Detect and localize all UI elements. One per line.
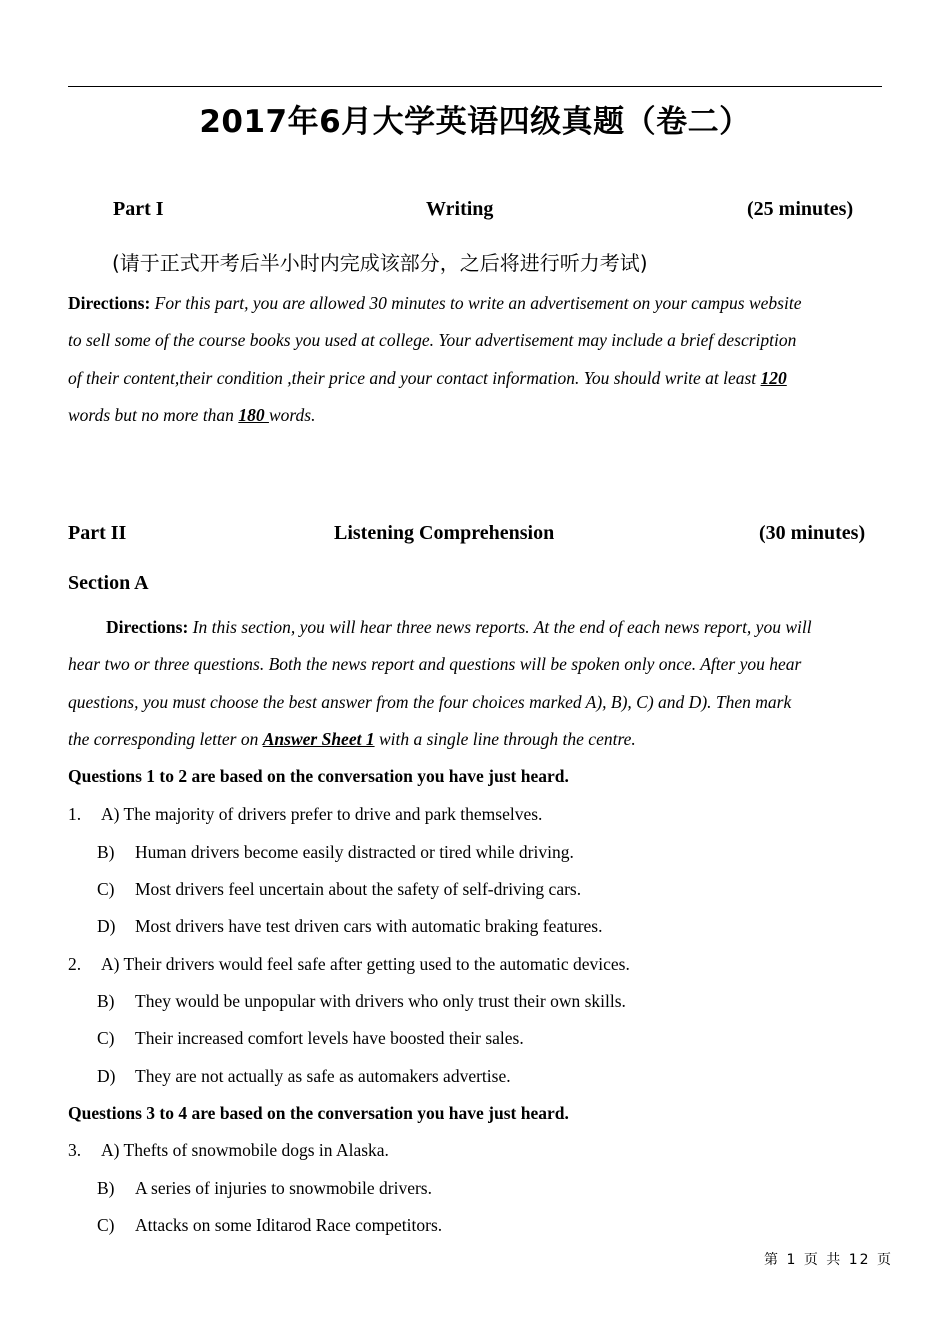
question-group-header: Questions 1 to 2 are based on the conversation you have just heard. bbox=[68, 766, 569, 786]
question-group-header: Questions 3 to 4 are based on the conversation you have just heard. bbox=[68, 1103, 569, 1123]
directions-label: Directions: bbox=[68, 293, 151, 313]
part2-name: Listening Comprehension bbox=[334, 522, 555, 544]
max-words: 180 bbox=[238, 405, 269, 426]
question-number: 1. bbox=[68, 804, 82, 824]
option-letter: B) bbox=[97, 991, 115, 1011]
part2-directions-line4: the corresponding letter on Answer Sheet 1 with a single line through the centre. bbox=[68, 729, 636, 750]
option-letter: B) bbox=[97, 842, 115, 862]
option-b: Human drivers become easily distracted or tired while driving. bbox=[135, 842, 574, 862]
part1-note: (请于正式开考后半小时内完成该部分，之后将进行听力考试) bbox=[112, 251, 648, 275]
min-words: 120 bbox=[760, 367, 787, 388]
part2-directions-line2: hear two or three questions. Both the news report and questions will be spoken only once. After you hear bbox=[68, 654, 802, 675]
part2-directions-line3: questions, you must choose the best answer from the four choices marked A), B), C) and D). Then mark bbox=[68, 691, 792, 712]
option-c: Most drivers feel uncertain about the safety of self-driving cars. bbox=[135, 879, 582, 899]
part1-directions-line1: Directions: For this part, you are allowed 30 minutes to write an advertisement on your campus website bbox=[68, 293, 802, 313]
part1-directions-line3: of their content,their condition ,their price and your contact information. You should write at least 120 bbox=[68, 367, 787, 388]
page-total: 12 bbox=[848, 1252, 871, 1268]
part1-time: (25 minutes) bbox=[747, 198, 854, 220]
part1-directions-line2: to sell some of the course books you used at college. Your advertisement may include a brief description bbox=[68, 330, 797, 351]
answer-sheet-ref: Answer Sheet 1 bbox=[262, 729, 375, 750]
part2-directions-line1: Directions: In this section, you will hear three news reports. At the end of each news report, you will bbox=[106, 617, 812, 637]
option-b: They would be unpopular with drivers who only trust their own skills. bbox=[135, 991, 626, 1011]
option-b: A series of injuries to snowmobile drivers. bbox=[135, 1178, 432, 1198]
question-number: 2. bbox=[68, 954, 82, 974]
option-letter: D) bbox=[97, 1066, 116, 1086]
page-footer: 第 1 页 共 12 页 bbox=[764, 1252, 894, 1268]
section-a-heading: Section A bbox=[68, 572, 149, 594]
part1-directions bbox=[68, 285, 885, 435]
part1-label: Part I bbox=[113, 198, 164, 220]
directions-label: Directions: bbox=[106, 617, 189, 637]
page-title: 2017年6月大学英语四级真题（卷二） bbox=[199, 104, 751, 140]
option-a: A) Thefts of snowmobile dogs in Alaska. bbox=[101, 1140, 389, 1160]
option-c: Their increased comfort levels have boosted their sales. bbox=[135, 1028, 524, 1048]
question-number: 3. bbox=[68, 1140, 82, 1160]
option-c: Attacks on some Iditarod Race competitors. bbox=[135, 1215, 443, 1235]
part2-label: Part II bbox=[68, 522, 127, 544]
top-rule bbox=[68, 86, 882, 87]
option-a: A) Their drivers would feel safe after getting used to the automatic devices. bbox=[101, 954, 630, 974]
part2-directions bbox=[68, 609, 885, 759]
page-number: 1 bbox=[786, 1252, 798, 1268]
option-letter: D) bbox=[97, 916, 116, 936]
option-letter: C) bbox=[97, 1215, 115, 1235]
part2-time: (30 minutes) bbox=[759, 522, 866, 544]
option-d: They are not actually as safe as automakers advertise. bbox=[135, 1066, 511, 1086]
option-letter: B) bbox=[97, 1178, 115, 1198]
option-a: A) The majority of drivers prefer to drive and park themselves. bbox=[101, 804, 543, 824]
part1-name: Writing bbox=[426, 198, 494, 220]
option-letter: C) bbox=[97, 1028, 115, 1048]
option-d: Most drivers have test driven cars with automatic braking features. bbox=[135, 916, 603, 936]
option-letter: C) bbox=[97, 879, 115, 899]
part1-directions-line4: words but no more than 180 words. bbox=[68, 405, 316, 426]
